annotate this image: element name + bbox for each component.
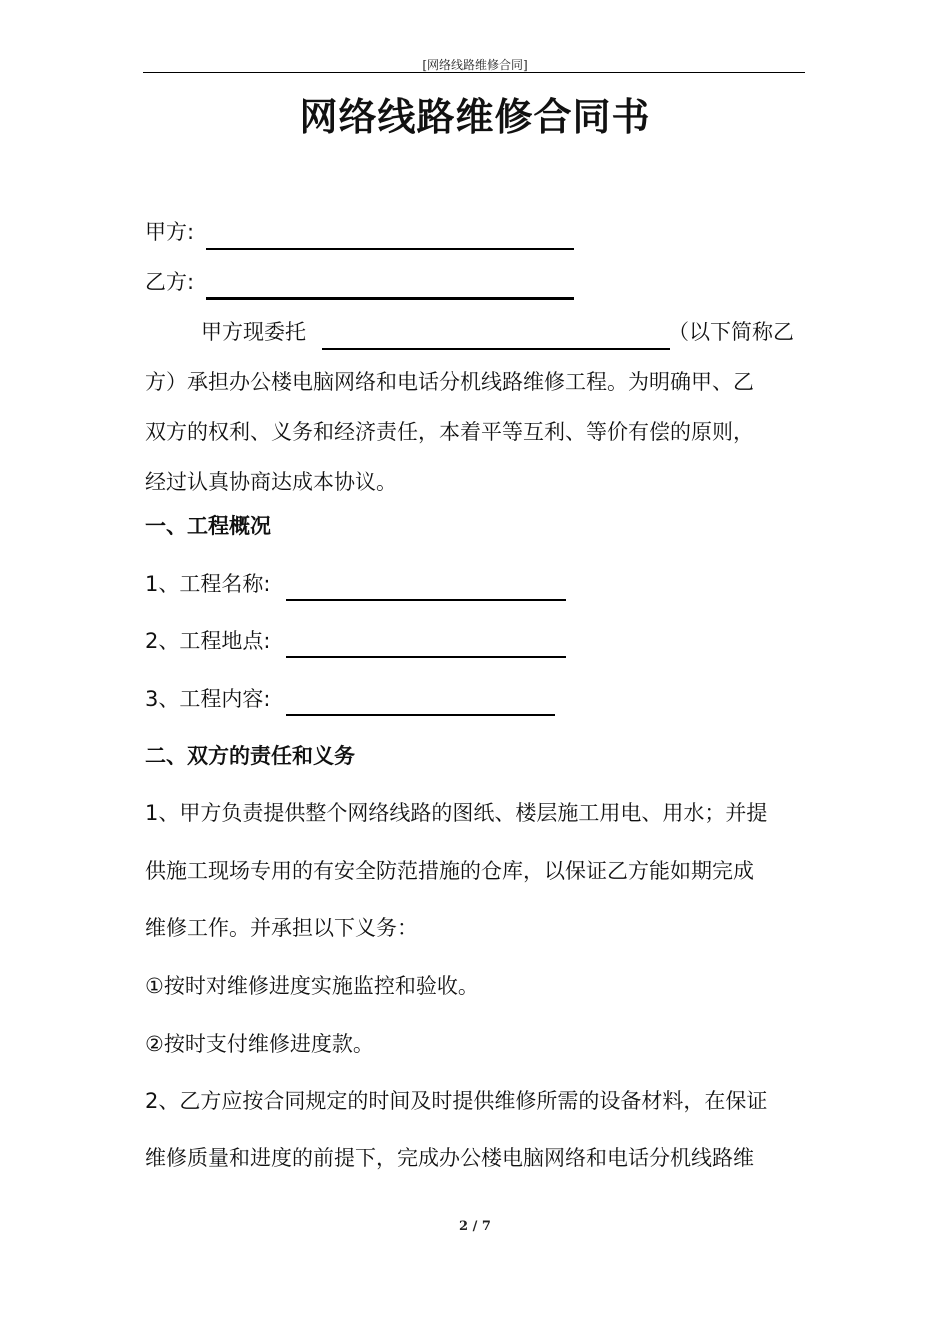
project-content-blank[interactable] (286, 714, 555, 716)
party-b-label: 乙方: (145, 270, 195, 294)
duty-a-line-3: 维修工作。并承担以下义务： (145, 916, 418, 940)
section-2-heading: 二、双方的责任和义务 (145, 744, 355, 768)
duty-b-line-2: 维修质量和进度的前提下，完成办公楼电脑网络和电话分机线路维 (145, 1146, 754, 1170)
section-1-heading: 一、工程概况 (145, 514, 271, 538)
project-name-blank[interactable] (286, 599, 566, 601)
page-number: 2 / 7 (459, 1219, 491, 1234)
header-rule (143, 72, 805, 73)
intro-line-1a: 甲方现委托 (201, 320, 306, 344)
duty-a-line-1: 1、甲方负责提供整个网络线路的图纸、楼层施工用电、用水；并提 (145, 801, 768, 825)
intro-line-1b: （以下简称乙 (668, 320, 794, 344)
contractor-blank[interactable] (322, 348, 670, 350)
running-header: [网络线路维修合同] (422, 58, 528, 72)
intro-line-4: 经过认真协商达成本协议。 (145, 470, 397, 494)
intro-line-3: 双方的权利、义务和经济责任，本着平等互利、等价有偿的原则， (145, 420, 754, 444)
project-location-blank[interactable] (286, 656, 566, 658)
project-name-label: 1、工程名称: (145, 572, 271, 596)
duty-item-2: ②按时支付维修进度款。 (145, 1032, 374, 1056)
duty-b-line-1: 2、乙方应按合同规定的时间及时提供维修所需的设备材料，在保证 (145, 1089, 768, 1113)
document-title: 网络线路维修合同书 (299, 95, 651, 139)
party-b-blank[interactable] (206, 297, 574, 300)
intro-line-2: 方）承担办公楼电脑网络和电话分机线路维修工程。为明确甲、乙 (145, 370, 754, 394)
project-content-label: 3、工程内容: (145, 687, 271, 711)
party-a-label: 甲方: (145, 220, 195, 244)
party-a-blank[interactable] (206, 248, 574, 250)
project-location-label: 2、工程地点: (145, 629, 271, 653)
duty-a-line-2: 供施工现场专用的有安全防范措施的仓库，以保证乙方能如期完成 (145, 859, 754, 883)
duty-item-1: ①按时对维修进度实施监控和验收。 (145, 974, 479, 998)
